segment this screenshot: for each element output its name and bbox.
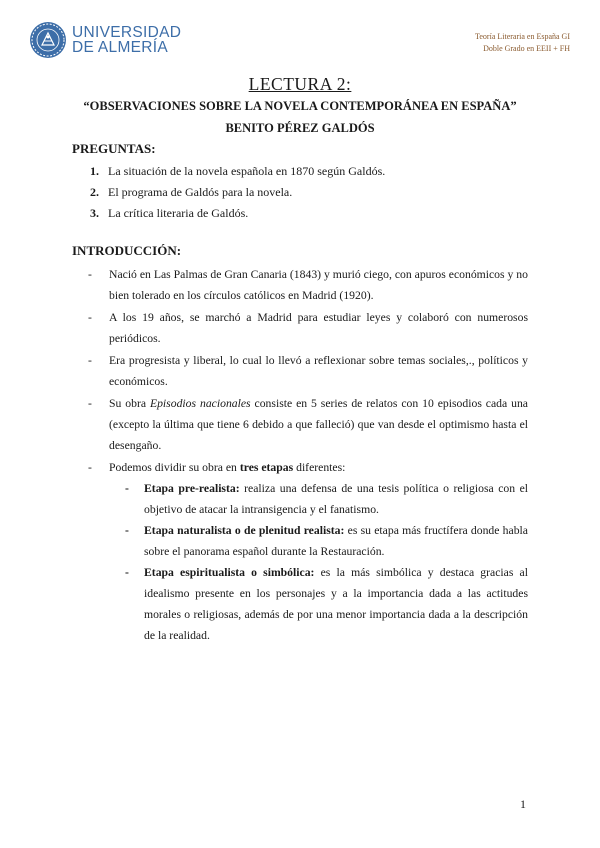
bullet-dash: - [125,482,129,495]
intro-text-post: diferentes: [293,461,346,474]
university-logo [30,22,181,58]
stage-item-naturalista [125,520,528,562]
intro-text-pre: Podemos dividir su obra en [109,461,240,474]
question-text: La crítica literaria de Galdós. [108,206,249,220]
course-line-2: Doble Grado en EEII + FH [483,44,570,53]
bullet-dash: - [88,397,92,410]
stage-label: Etapa pre-realista: [144,482,240,495]
questions-heading: PREGUNTAS: [72,141,156,156]
stage-text: realiza una defensa de una tesis política o religiosa con el objetivo de atacar la intransigencia y el fanatismo. [144,482,529,516]
page-title: LECTURA 2: [248,74,352,94]
bullet-dash: - [125,524,129,537]
question-number: 2. [90,185,99,199]
bullet-dash: - [88,354,92,367]
logo-line-2: DE ALMERÍA [72,39,169,56]
reading-title: “OBSERVACIONES SOBRE LA NOVELA CONTEMPORÁNEA EN ESPAÑA” [83,99,517,113]
question-number: 1. [90,164,99,178]
stage-item-espiritualista [125,562,528,646]
stages-emphasis: tres etapas [239,461,294,474]
intro-text-pre: Su obra [109,397,150,410]
bullet-dash: - [88,268,92,281]
stage-label: Etapa espiritualista o simbólica: [144,566,315,579]
questions-list [90,163,385,226]
stage-item-pre-realista [125,478,528,520]
intro-item-ideology [88,350,528,392]
intro-text: Nació en Las Palmas de Gran Canaria (1843) y murió ciego, con apuros económicos y no bien tolerado en los círculos católicos en Madrid (1920). [109,268,528,302]
stage-label: Etapa naturalista o de plenitud realista: [144,524,345,537]
question-number: 3. [90,206,99,220]
question-item [90,163,385,184]
question-text: La situación de la novela española en 1870 según Galdós. [108,164,386,178]
intro-heading: INTRODUCCIÓN: [72,243,182,258]
intro-text: Era progresista y liberal, lo cual lo llevó a reflexionar sobre temas sociales,., políticos y económicos. [109,354,528,388]
work-title: Episodios nacionales [149,397,251,410]
intro-text: A los 19 años, se marchó a Madrid para estudiar leyes y colaboró con numerosos periódicos. [109,311,528,345]
intro-item-birth [88,264,528,306]
university-seal-icon [30,22,66,58]
question-item [90,205,385,226]
page-number: 1 [520,797,526,811]
stage-text: es la más simbólica y destaca gracias al idealismo presente en los personajes y a la importancia dada a las actitudes morales o religiosas, además de por una menor importancia dada a la descripción de la realidad. [144,566,528,642]
question-item [90,184,385,205]
bullet-dash: - [88,461,92,474]
intro-item-madrid [88,307,528,349]
stages-list [109,478,528,646]
intro-list [88,264,528,647]
bullet-dash: - [88,311,92,324]
intro-text-post: consiste en 5 series de relatos con 10 episodios cada una (excepto la última que tiene 6 debido a que falleció) que van desde el optimismo hasta el desengaño. [109,397,528,452]
logo-line-1: UNIVERSIDAD [72,24,182,41]
course-line-1: Teoría Literaria en España GI [475,32,570,41]
reading-author: BENITO PÉREZ GALDÓS [225,121,375,135]
bullet-dash: - [125,566,129,579]
intro-item-episodios [88,393,528,456]
intro-item-stages [88,457,528,646]
question-text: El programa de Galdós para la novela. [108,185,293,199]
course-header [475,31,570,55]
stage-text: es su etapa más fructífera donde habla sobre el panorama español durante la Restauración. [144,524,528,558]
